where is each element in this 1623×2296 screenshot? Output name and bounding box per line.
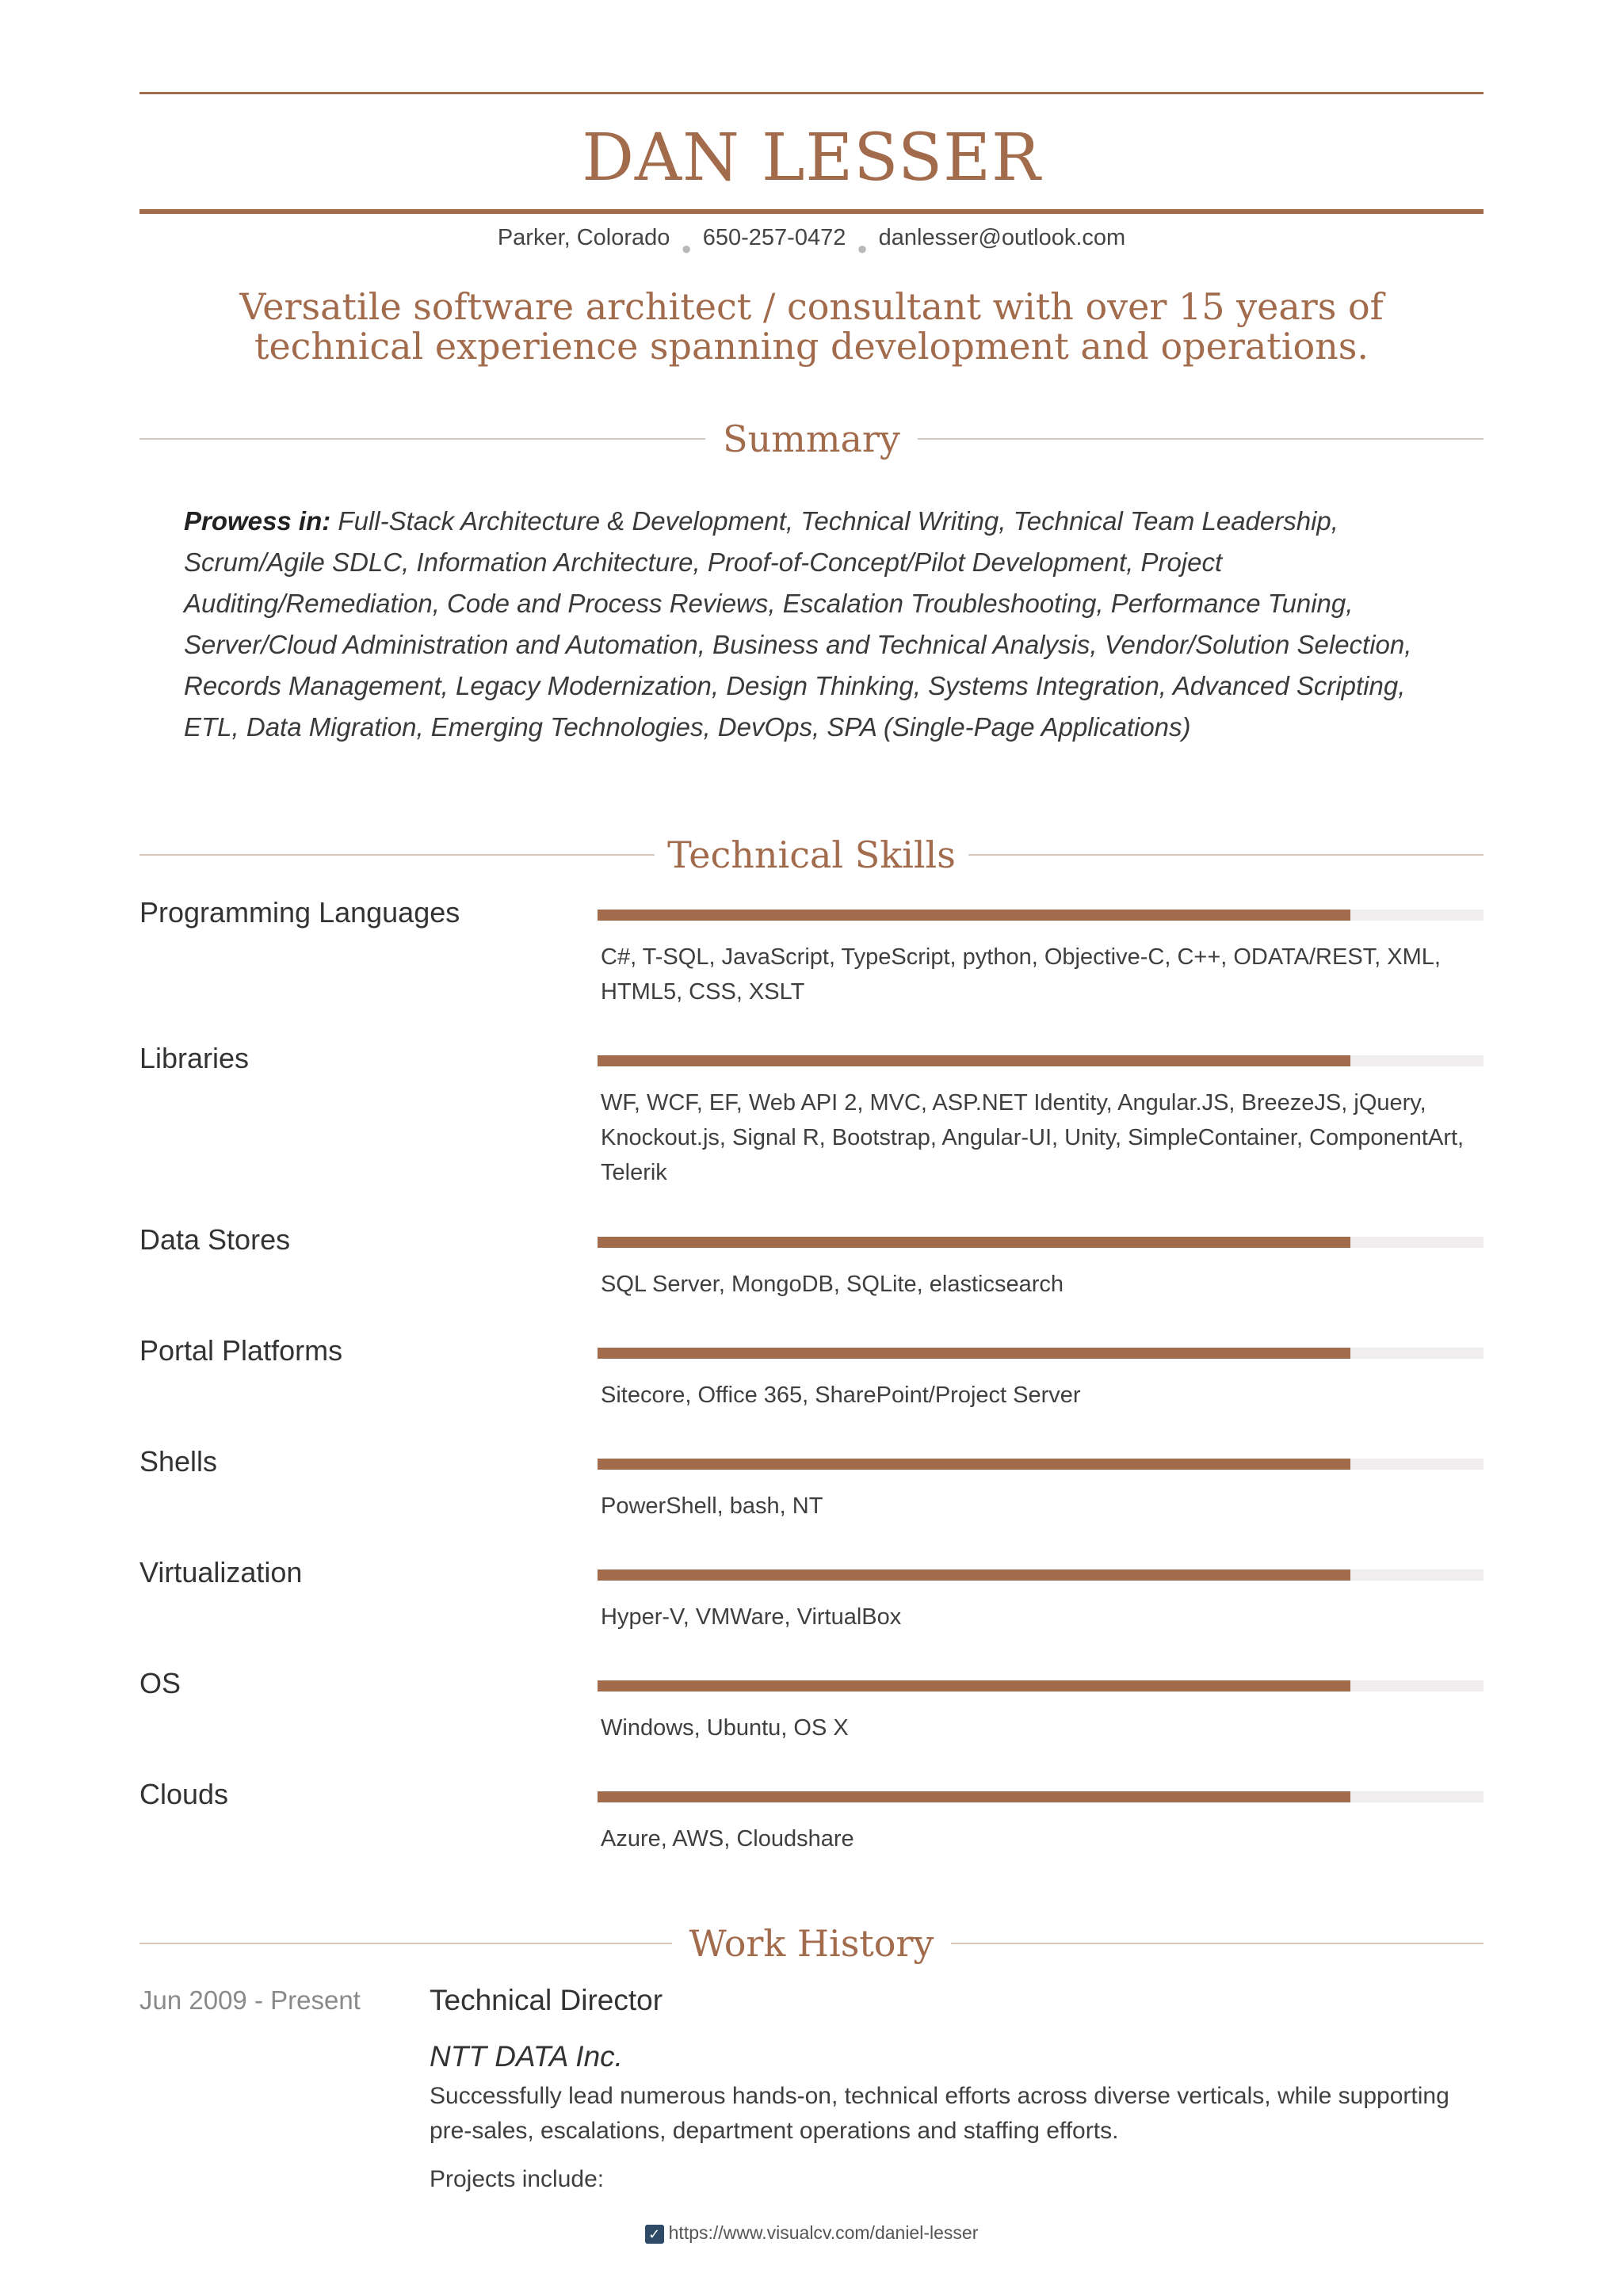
- skill-description: C#, T-SQL, JavaScript, TypeScript, python, Objective-C, C++, ODATA/REST, XML, HTML5, CSS, XSLT: [601, 944, 1441, 1005]
- visualcv-logo-icon: ✓: [645, 2225, 664, 2244]
- skill-description: SQL Server, MongoDB, SQLite, elasticsearch: [601, 1272, 1064, 1297]
- candidate-name: DAN LESSER: [582, 120, 1041, 196]
- skill-description: Sitecore, Office 365, SharePoint/Project Server: [601, 1383, 1081, 1408]
- skill-level-bar: [598, 1459, 1484, 1470]
- skill-name: Shells: [139, 1445, 218, 1478]
- title-rule-right: [951, 1943, 1484, 1944]
- skill-name: Portal Platforms: [139, 1334, 343, 1367]
- skill-level-fill: [598, 1348, 1350, 1359]
- skill-level-fill: [598, 1459, 1350, 1470]
- job-company: NTT DATA Inc.: [430, 2040, 623, 2073]
- separator-dot: ●: [857, 238, 868, 258]
- title-rule-right: [918, 438, 1484, 440]
- summary-lead: Prowess in:: [184, 506, 331, 536]
- footer-url-link[interactable]: https://www.visualcv.com/daniel-lesser: [668, 2222, 979, 2243]
- contact-phone[interactable]: 650-257-0472: [702, 225, 846, 250]
- work-section-title: [139, 1920, 1484, 1967]
- skill-name: Virtualization: [139, 1556, 303, 1589]
- skill-description: Windows, Ubuntu, OS X: [601, 1715, 849, 1741]
- skill-description: WF, WCF, EF, Web API 2, MVC, ASP.NET Identity, Angular.JS, BreezeJS, jQuery, Knockout.js, Signal R, Bootstrap, Angular-UI, Unity, SimpleContainer, ComponentArt, Telerik: [601, 1090, 1465, 1185]
- skill-description: Azure, AWS, Cloudshare: [601, 1826, 854, 1852]
- separator-dot: ●: [681, 238, 692, 258]
- work-heading: Work History: [689, 1922, 934, 1965]
- job-description: Successfully lead numerous hands-on, technical efforts across diverse verticals, while supporting pre-sales, escalations, department operations and staffing efforts.: [430, 2083, 1449, 2144]
- skills-section-title: [139, 831, 1484, 879]
- skill-level-bar: [598, 1791, 1484, 1802]
- skill-level-fill: [598, 1791, 1350, 1802]
- skill-description: Hyper-V, VMWare, VirtualBox: [601, 1604, 902, 1630]
- skill-name: Clouds: [139, 1778, 229, 1810]
- summary-text: [184, 501, 1452, 748]
- skill-level-bar: [598, 1348, 1484, 1359]
- skill-name: Libraries: [139, 1042, 250, 1074]
- job-title: Technical Director: [430, 1984, 663, 2016]
- summary-section-title: [139, 415, 1484, 463]
- header-bottom-rule: [139, 209, 1484, 214]
- contact-location: Parker, Colorado: [497, 225, 670, 250]
- skill-name: Data Stores: [139, 1223, 291, 1256]
- summary-heading: Summary: [723, 418, 900, 460]
- skill-name: OS: [139, 1667, 181, 1699]
- skill-description: PowerShell, bash, NT: [601, 1493, 823, 1519]
- skill-level-bar: [598, 1055, 1484, 1066]
- skill-level-fill: [598, 1680, 1350, 1691]
- skill-name: Programming Languages: [139, 896, 460, 929]
- job-projects-label: Projects include:: [430, 2166, 605, 2192]
- title-rule-right: [968, 854, 1484, 856]
- contact-email[interactable]: danlesser@outlook.com: [878, 225, 1126, 250]
- skill-level-bar: [598, 1237, 1484, 1248]
- job-dates: Jun 2009 - Present: [139, 1985, 361, 2015]
- skill-level-fill: [598, 1055, 1350, 1066]
- headline: Versatile software architect / consultant with over 15 years of technical experience spanning development and operations.: [239, 285, 1384, 368]
- skill-level-bar: [598, 910, 1484, 921]
- summary-body: Full-Stack Architecture & Development, Technical Writing, Technical Team Leadership, Scrum/Agile SDLC, Information Architecture, Proof-of-Concept/Pilot Development, Project Auditing/Remediation, Code and Process Reviews, Escalation Troubleshooting, Performance Tuning, Server/Cloud Administration and Automation, Business and Technical Analysis, Vendor/Solution Selection, Records Management, Legacy Modernization, Design Thinking, Systems Integration, Advanced Scripting, ETL, Data Migration, Emerging Technologies, DevOps, SPA (Single-Page Applications): [184, 506, 1412, 742]
- header-top-rule: [139, 92, 1484, 94]
- skill-level-fill: [598, 1569, 1350, 1581]
- footer: [0, 2218, 1623, 2247]
- skills-heading: Technical Skills: [667, 833, 956, 876]
- skill-level-bar: [598, 1569, 1484, 1581]
- contact-line: [0, 222, 1623, 258]
- skill-level-fill: [598, 1237, 1350, 1248]
- skill-level-fill: [598, 910, 1350, 921]
- skill-level-bar: [598, 1680, 1484, 1691]
